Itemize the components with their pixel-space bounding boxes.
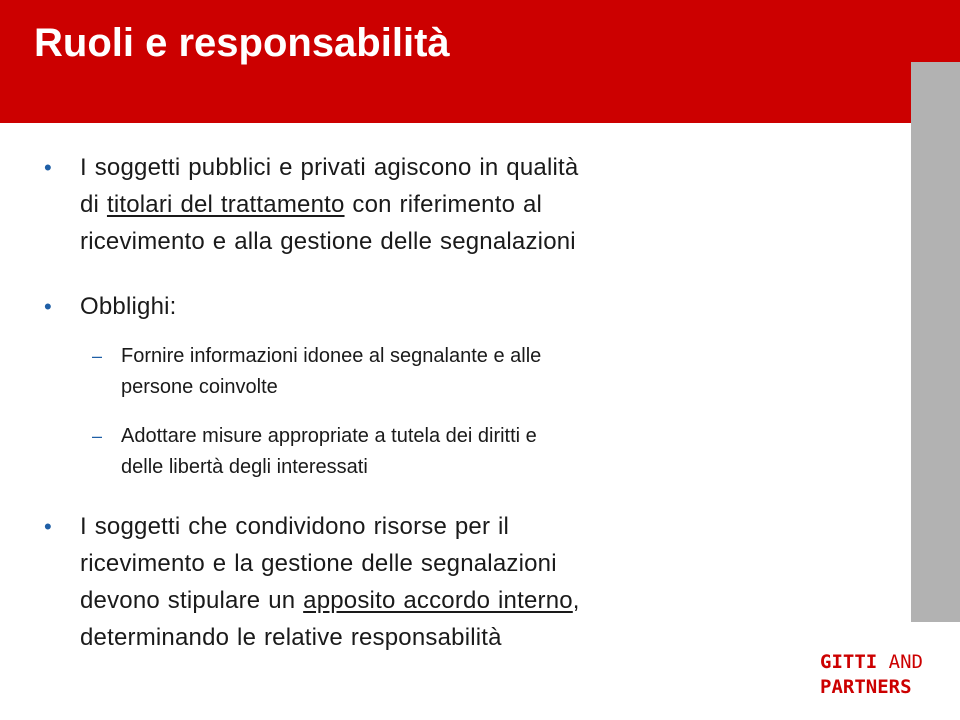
sub-line: Fornire informazioni idonee al segnalante e alle — [121, 345, 542, 367]
slide-title: Ruoli e responsabilità — [34, 21, 450, 65]
logo-line-1 — [820, 650, 923, 675]
company-logo — [820, 650, 923, 700]
bullet-line: I soggetti pubblici e privati agiscono in qualità — [80, 154, 579, 181]
sub-item-text — [121, 421, 721, 483]
text-segment: con riferimento al — [344, 191, 543, 218]
sub-line: delle libertà degli interessati — [121, 456, 368, 478]
underlined-term: apposito accordo interno — [303, 587, 573, 614]
bullet-text — [80, 508, 740, 656]
dash-icon: – — [92, 426, 103, 446]
sub-line: persone coinvolte — [121, 376, 278, 398]
dash-icon: – — [92, 346, 103, 366]
bullet-icon: • — [44, 155, 52, 180]
logo-word-partners: PARTNERS — [820, 676, 912, 698]
sub-item-1 — [0, 341, 760, 405]
logo-word-gitti: GITTI — [820, 651, 878, 673]
sub-item-text — [121, 341, 721, 403]
sub-line: Adottare misure appropriate a tutela dei diritti e — [121, 425, 537, 447]
bullet-text: Obblighi: — [80, 293, 177, 320]
side-decoration-panel — [911, 62, 960, 622]
bullet-text — [80, 149, 740, 260]
bullet-line: ricevimento e alla gestione delle segnalazioni — [80, 228, 576, 255]
underlined-term: titolari del trattamento — [106, 191, 345, 218]
bullet-icon: • — [44, 514, 52, 539]
text-segment: devono stipulare un — [80, 587, 304, 614]
bullet-item-3 — [0, 508, 760, 658]
bullet-item-2 — [0, 288, 760, 328]
bullet-line — [80, 582, 740, 619]
bullet-icon: • — [44, 294, 52, 319]
bullet-item-1 — [0, 149, 760, 264]
text-segment: , — [572, 587, 580, 614]
bullet-line: ricevimento e la gestione delle segnalazioni — [80, 550, 557, 577]
logo-word-and: AND — [888, 651, 923, 673]
bullet-line: determinando le relative responsabilità — [80, 624, 502, 651]
bullet-line — [80, 186, 740, 223]
text-segment: di — [80, 191, 107, 218]
sub-item-2 — [0, 421, 760, 485]
bullet-line: I soggetti che condividono risorse per il — [80, 513, 510, 540]
